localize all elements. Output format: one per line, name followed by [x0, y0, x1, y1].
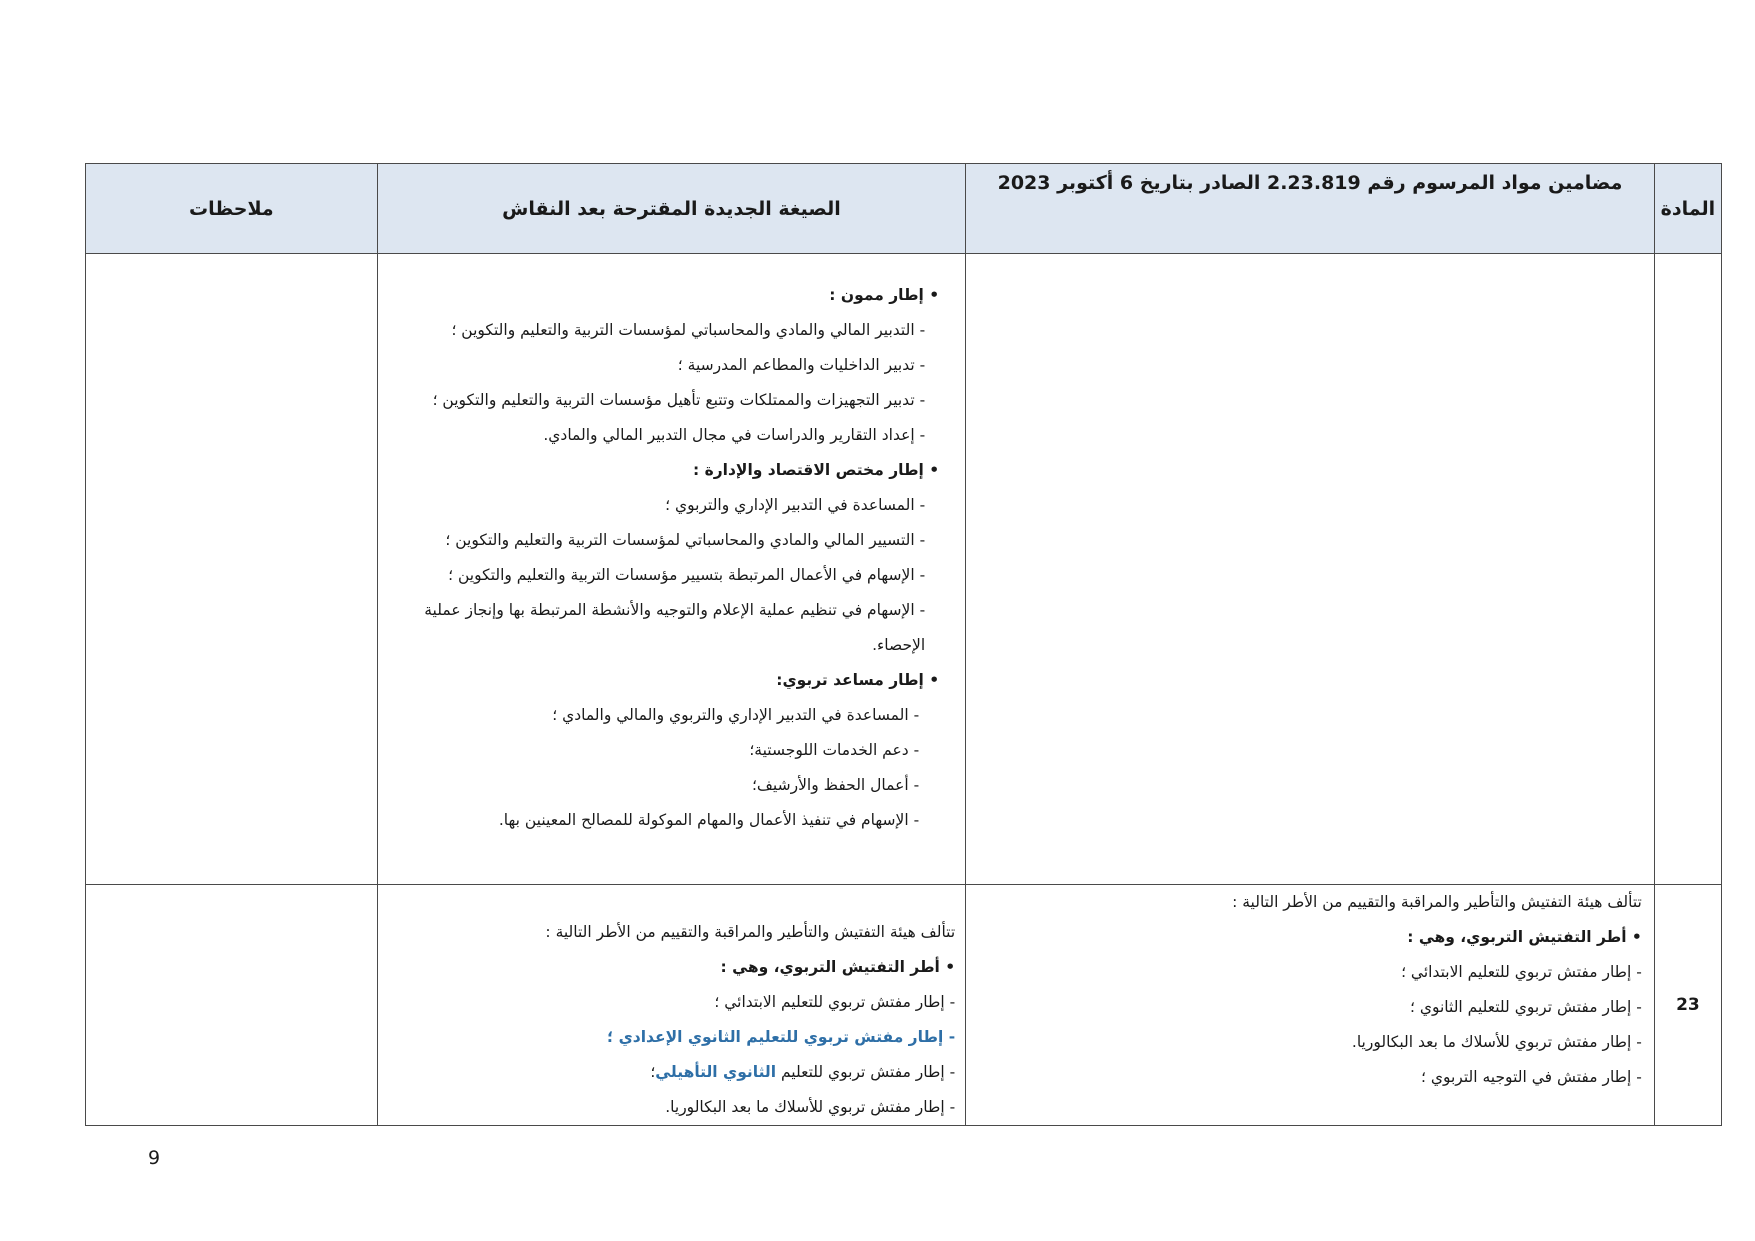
table-row [86, 254, 1722, 885]
list-item: - الإسهام في تنفيذ الأعمال والمهام الموكولة للمصالح المعينين بها. [498, 811, 920, 829]
highlighted-text: الثانوي التأهيلي [655, 1063, 777, 1081]
table-header-row [86, 164, 1722, 254]
intro-text: تتألف هيئة التفتيش والتأطير والمراقبة والتقييم من الأطر التالية : [1232, 893, 1642, 911]
list-item: - دعم الخدمات اللوجستية؛ [749, 741, 920, 759]
intro-text: تتألف هيئة التفتيش والتأطير والمراقبة والتقييم من الأطر التالية : [545, 923, 956, 941]
header-proposed-wording: الصيغة الجديدة المقترحة بعد النقاش [377, 164, 965, 254]
page-number: 9 [148, 1147, 161, 1169]
bullet-heading: • أطر التفتيش التربوي، وهي : [720, 958, 956, 976]
list-item: - تدبير التجهيزات والممتلكات وتتبع تأهيل مؤسسات التربية والتعليم والتكوين ؛ [432, 391, 926, 409]
list-item: - الإسهام في تنظيم عملية الإعلام والتوجيه والأنشطة المرتبطة بها وإنجاز عملية الإحصاء. [424, 601, 926, 654]
list-item-suffix: ؛ [650, 1063, 656, 1081]
list-item: - إطار مفتش تربوي للتعليم الابتدائي ؛ [714, 993, 956, 1011]
list-item: - المساعدة في التدبير الإداري والتربوي والمالي والمادي ؛ [552, 706, 920, 724]
bullet-heading: • إطار مساعد تربوي: [776, 671, 940, 689]
list-item: - إطار مفتش تربوي للأسلاك ما بعد البكالوريا. [1351, 1033, 1642, 1051]
list-item: - إطار مفتش تربوي للتعليم الابتدائي ؛ [1401, 963, 1642, 981]
original-cell [966, 254, 1655, 885]
list-item: - إطار مفتش تربوي للتعليم الثانوي ؛ [1409, 998, 1642, 1016]
list-item: - تدبير الداخليات والمطاعم المدرسية ؛ [677, 356, 926, 374]
proposed-cell [377, 254, 965, 885]
table-row [86, 885, 1722, 1126]
header-article: المادة [1654, 164, 1721, 254]
list-item: - أعمال الحفظ والأرشيف؛ [751, 776, 920, 794]
list-item: - الإسهام في الأعمال المرتبطة بتسيير مؤسسات التربية والتعليم والتكوين ؛ [448, 566, 926, 584]
bullet-heading: • إطار ممون : [829, 286, 940, 304]
bullet-heading: • أطر التفتيش التربوي، وهي : [1407, 928, 1642, 946]
list-item-prefix: - إطار مفتش تربوي للتعليم [780, 1063, 956, 1081]
original-cell [966, 885, 1655, 1126]
comparison-table [85, 163, 1722, 1126]
header-original-decree: مضامين مواد المرسوم رقم 2.23.819 الصادر بتاريخ 6 أكتوبر 2023 [966, 164, 1655, 254]
notes-cell [86, 254, 378, 885]
list-item: - المساعدة في التدبير الإداري والتربوي ؛ [665, 496, 926, 514]
bullet-heading: • إطار مختص الاقتصاد والإدارة : [692, 461, 940, 479]
list-item: - التسيير المالي والمادي والمحاسباتي لمؤسسات التربية والتعليم والتكوين ؛ [445, 531, 926, 549]
list-item: - التدبير المالي والمادي والمحاسباتي لمؤسسات التربية والتعليم والتكوين ؛ [451, 321, 926, 339]
list-item: - إطار مفتش تربوي للأسلاك ما بعد البكالوريا. [665, 1098, 956, 1116]
list-item-highlighted: - إطار مفتش تربوي للتعليم الثانوي الإعدادي ؛ [606, 1028, 956, 1046]
list-item: - إطار مفتش في التوجيه التربوي ؛ [1421, 1068, 1642, 1086]
list-item [388, 1055, 955, 1090]
article-cell [1654, 254, 1721, 885]
list-item: - إعداد التقارير والدراسات في مجال التدبير المالي والمادي. [543, 426, 926, 444]
proposed-cell [377, 885, 965, 1126]
header-notes: ملاحظات [86, 164, 378, 254]
notes-cell [86, 885, 378, 1126]
article-number: 23 [1654, 885, 1721, 1126]
